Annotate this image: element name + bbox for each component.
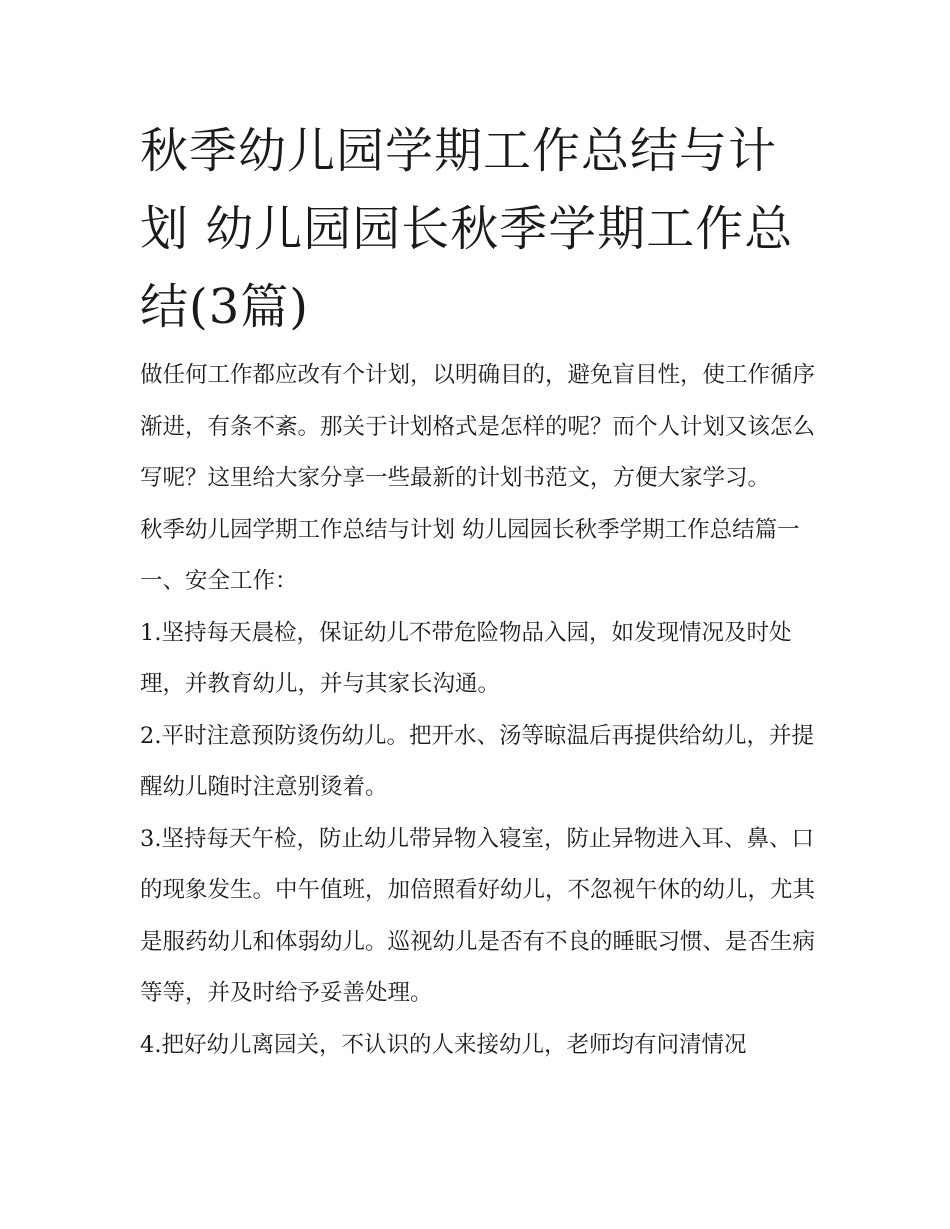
list-item-2: 2.平时注意预防烫伤幼儿。把开水、汤等晾温后再提供给幼儿，并提醒幼儿随时注意别烫着。 — [140, 722, 814, 800]
intro-paragraph: 做任何工作都应改有个计划，以明确目的，避免盲目性，使工作循序渐进，有条不紊。那关于计划格式是怎样的呢？而个人计划又该怎么写呢？这里给大家分享一些最新的计划书范文，方便大家学习。 — [140, 362, 816, 491]
list-item-4: 4.把好幼儿离园关，不认识的人来接幼儿，老师均有问清情况 — [140, 1031, 747, 1058]
section-heading-paragraph: 秋季幼儿园学期工作总结与计划 幼儿园园长秋季学期工作总结篇一 一、安全工作： — [140, 516, 800, 594]
list-item-3: 3.坚持每天午检，防止幼儿带异物入寝室，防止异物进入耳、鼻、口的现象发生。中午值班，加倍照看好幼儿，不忽视午休的幼儿，尤其是服药幼儿和体弱幼儿。巡视幼儿是否有不良的睡眠习惯、是否生病等等，并及时给予妥善处理。 — [140, 825, 816, 1006]
list-item-1: 1.坚持每天晨检，保证幼儿不带危险物品入园，如发现情况及时处理，并教育幼儿，并与其家长沟通。 — [140, 619, 792, 697]
document-title: 秋季幼儿园学期工作总结与计划 幼儿园园长秋季学期工作总结(3篇) — [140, 123, 794, 335]
document-page — [140, 112, 820, 1071]
